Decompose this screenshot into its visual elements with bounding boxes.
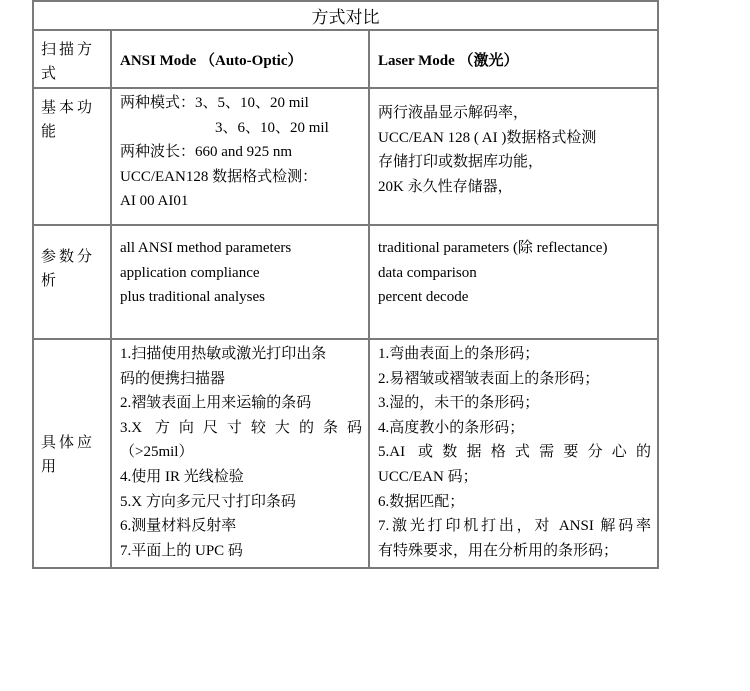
text-line: 两种模式：3、5、10、20 mil [120, 95, 309, 111]
text-line: percent decode [378, 289, 469, 305]
text-line: 6.数据匹配； [378, 493, 465, 510]
basic-function-row [33, 88, 658, 225]
text-line: 5.AI 或数据格式需要分心的 [378, 444, 652, 461]
basic-function-label: 基本功能 [33, 88, 111, 225]
text-line: 4.使用 IR 光线检验 [120, 468, 244, 485]
text-line: 7.平面上的 UPC 码 [120, 542, 243, 559]
text-line: 7.激光打印机打出，对 ANSI 解码率 [378, 518, 652, 535]
text-line: 2.易褶皱或褶皱表面上的条形码； [378, 370, 600, 387]
parameter-analysis-row [33, 225, 658, 339]
text-line: AI 00 AI01 [120, 193, 189, 209]
parameter-analysis-ansi [111, 225, 369, 339]
text-line: 3.X 方向尺寸较大的条码 [120, 419, 362, 436]
application-label: 具体应用 [33, 339, 111, 568]
text-line: 存储打印或数据库功能， [378, 154, 544, 170]
text-line: UCC/EAN 128 ( AI )数据格式检测 [378, 129, 597, 146]
text-line: 20K 永久性存储器， [378, 178, 513, 195]
text-line: 码的便携扫描器 [120, 370, 226, 387]
basic-function-ansi [111, 88, 369, 225]
text-line: application compliance [120, 264, 260, 281]
header-row [33, 30, 658, 88]
text-line: 1.扫描使用热敏或激光打印出条 [120, 346, 327, 362]
parameter-analysis-laser [369, 225, 658, 339]
laser-mode-header: Laser Mode （激光） [369, 30, 658, 88]
text-line: 3、6、10、20 mil [215, 119, 329, 136]
text-line: data comparison [378, 264, 477, 281]
table-title: 方式对比 [33, 1, 658, 30]
text-line: 2.褶皱表面上用来运输的条码 [120, 395, 312, 412]
text-line: UCC/EAN 码； [378, 468, 478, 485]
basic-function-laser [369, 88, 658, 225]
application-ansi [111, 339, 369, 568]
text-line: 4.高度教小的条形码； [378, 419, 525, 436]
application-row [33, 339, 658, 568]
text-line: 6.测量材料反射率 [120, 518, 237, 535]
text-line: （>25mil） [120, 444, 194, 461]
text-line: traditional parameters (除 reflectance) [378, 240, 608, 256]
text-line: plus traditional analyses [120, 289, 265, 305]
text-line: all ANSI method parameters [120, 240, 292, 256]
text-line: 有特殊要求，用在分析用的条形码； [378, 542, 619, 559]
header-label: 扫描方式 [33, 30, 111, 88]
text-line: 3.湿的，未干的条形码； [378, 395, 540, 412]
text-line: 1.弯曲表面上的条形码； [378, 346, 540, 362]
ansi-mode-header: ANSI Mode （Auto-Optic） [111, 30, 369, 88]
comparison-table [32, 0, 659, 569]
application-laser [369, 339, 658, 568]
text-line: UCC/EAN128 数据格式检测： [120, 168, 318, 185]
parameter-analysis-label: 参数分析 [33, 225, 111, 339]
text-line: 5.X 方向多元尺寸打印条码 [120, 493, 296, 510]
text-line: 两行液晶显示解码率， [378, 105, 529, 121]
text-line: 两种波长：660 and 925 nm [120, 144, 293, 160]
